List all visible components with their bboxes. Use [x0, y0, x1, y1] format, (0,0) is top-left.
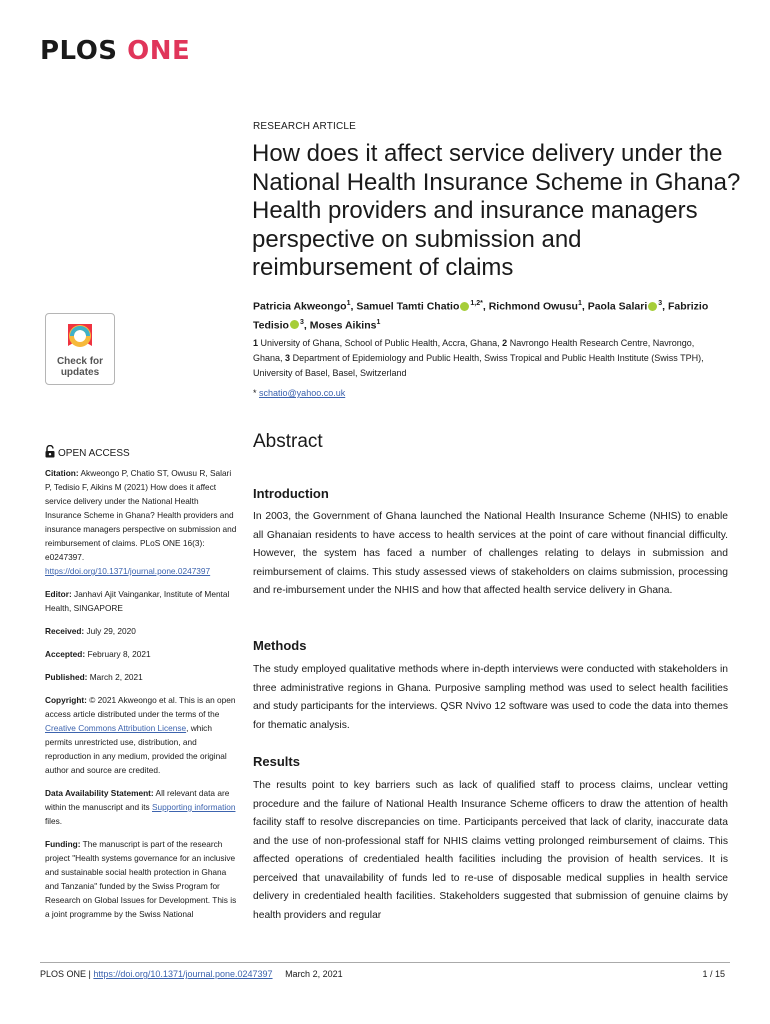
article-title: How does it affect service delivery under the National Health Insurance Scheme in Ghana? Health providers and insurance managers perspective on submission and reimbursement of claims — [252, 140, 741, 281]
accepted-date: Accepted: February 8, 2021 — [45, 649, 151, 659]
article-type: RESEARCH ARTICLE — [253, 121, 357, 132]
methods-heading: Methods — [253, 638, 307, 653]
introduction-heading: Introduction — [253, 486, 329, 501]
results-heading: Results — [253, 754, 300, 769]
author-name[interactable]: Fabrizio Tedisio — [253, 300, 709, 331]
page-footer: PLOS ONE | https://doi.org/10.1371/journal.pone.0247397 March 2, 2021 1 / 15 — [40, 969, 725, 979]
orcid-icon[interactable] — [290, 320, 299, 329]
footer-doi-link[interactable]: https://doi.org/10.1371/journal.pone.0247397 — [93, 969, 273, 979]
license-link[interactable]: Creative Commons Attribution License — [45, 723, 187, 733]
methods-text: The study employed qualitative methods where in-depth interviews were conducted with stakeholders in three administrative regions in Ghana. Purposive sampling method was used to select health facilities and study participants for the interviews. QSR Nvivo 12 software was used to code the data into themes for thematic analysis. — [253, 664, 728, 731]
open-access-label: OPEN ACCESS — [45, 445, 130, 459]
citation: Citation: Akweongo P, Chatio ST, Owusu R, Salari P, Tedisio F, Aikins M (2021) How does it affect service delivery under the National Health Insurance Scheme in Ghana? Health providers and insurance managers perspective on submission and reimbursement of claims. PLoS ONE 16(3): e0247397. https://doi.org/10.1371/journal.pone.0247397 — [45, 468, 237, 576]
open-lock-icon — [45, 445, 55, 458]
affiliations: 1 University of Ghana, School of Public Health, Accra, Ghana, 2 Navrongo Health Research Centre, Navrongo, Ghana, 3 Department of Epidemiology and Public Health, Swiss Tropical and Public Health Institute (Swiss TPH), University of Basel, Basel, Switzerland — [253, 338, 704, 378]
funding: Funding: The manuscript is part of the research project "Health systems governance for an inclusive and sustainable social health protection in Ghana and Tanzania" funded by the Swiss Program for Research on Global Issues for Development. This is a joint programme by the Swiss National — [45, 839, 237, 919]
page-number: 1 / 15 — [702, 969, 725, 979]
abstract-heading: Abstract — [253, 431, 323, 452]
author-name[interactable]: Patricia Akweongo — [253, 300, 347, 313]
logo-plos: PLOS — [40, 36, 118, 66]
author-name[interactable]: Paola Salari — [587, 300, 648, 313]
check-for-updates-badge[interactable]: Check for updates — [45, 313, 115, 385]
published-date: Published: March 2, 2021 — [45, 672, 143, 682]
orcid-icon[interactable] — [460, 302, 469, 311]
article-metadata-sidebar — [45, 466, 237, 930]
email-link[interactable]: schatio@yahoo.co.uk — [259, 388, 346, 398]
results-text: The results point to key barriers such as lack of qualified staff to process claims, unclear vetting procedure and the failure of National Health Insurance Scheme officers to draw the attention of health facility staff to resolve discrepancies on time. Participants perceived that lack of clarity, inaccurate data and the use of non-professional staff for NHIS claims vetting prolonged reimbursement of claims. This affected operations of credentialed health facilities including the provision of health services. It is perceived that unavailability of funds led to re-use of disposable medical supplies in health service delivery in credentialed health facilities. Stakeholders suggested that submission of genuine claims by health providers and regular — [253, 780, 728, 921]
introduction-text: In 2003, the Government of Ghana launched the National Health Insurance Scheme (NHIS) to enable all Ghanaian residents to have access to health services at the point of care without financial difficulty. However, the system has faced a number of challenges relating to delays in submission and reimbursement of claims. This study assessed views of stakeholders on claims submission, processing and re-imbursement under the NHIS and how that affected health service delivery in Ghana. — [253, 511, 728, 596]
citation-doi-link[interactable]: https://doi.org/10.1371/journal.pone.0247397 — [45, 566, 211, 576]
crossmark-icon — [63, 320, 97, 356]
logo-one: ONE — [127, 36, 191, 66]
author-list: Patricia Akweongo$^1$, Samuel Tamti Chatio $^{1,2*}$, Richmond Owusu$^1$, Paola Salari $^3$, Fabrizio Tedisio $^3$, Moses Aikins$^1$ — [253, 300, 709, 331]
editor: Editor: Janhavi Ajit Vaingankar, Institute of Mental Health, SINGAPORE — [45, 589, 230, 613]
data-availability: Data Availability Statement: All relevant data are within the manuscript and its Supporting information files. — [45, 788, 236, 826]
copyright: Copyright: © 2021 Akweongo et al. This is an open access article distributed under the terms of the Creative Commons Attribution License, which permits unrestricted use, distribution, and reproduction in any medium, provided the original author and source are credited. — [45, 695, 236, 775]
supporting-information-link[interactable]: Supporting information — [152, 802, 236, 812]
author-name[interactable]: Moses Aikins — [309, 319, 377, 331]
author-name[interactable]: Samuel Tamti Chatio — [356, 300, 460, 313]
corresponding-email: * schatio@yahoo.co.uk — [253, 388, 346, 398]
footer-divider — [40, 962, 730, 963]
author-name[interactable]: Richmond Owusu — [488, 300, 578, 313]
received-date: Received: July 29, 2020 — [45, 626, 136, 636]
orcid-icon[interactable] — [648, 302, 657, 311]
journal-logo — [40, 36, 190, 66]
